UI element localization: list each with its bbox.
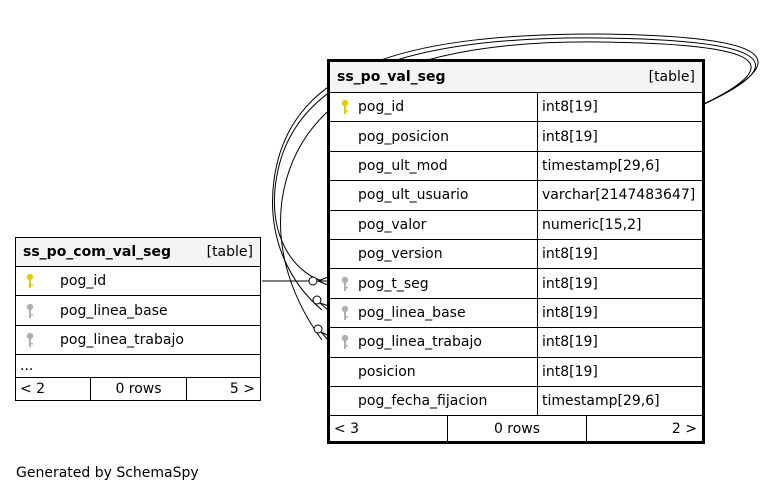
column-name: pog_ult_usuario <box>358 187 469 204</box>
table-footer <box>330 416 702 441</box>
column-type: varchar[2147483647] <box>537 181 702 209</box>
column-row[interactable] <box>330 181 702 210</box>
column-row[interactable] <box>330 299 702 328</box>
column-type: timestamp[29,6] <box>537 152 702 180</box>
column-row[interactable] <box>330 328 702 357</box>
column-name: pog_fecha_fijacion <box>358 393 488 410</box>
column-row[interactable] <box>330 240 702 269</box>
column-type: int8[19] <box>537 299 702 327</box>
column-row[interactable] <box>330 387 702 416</box>
column-row[interactable] <box>16 267 260 296</box>
column-type: int8[19] <box>537 240 702 268</box>
column-name: pog_posicion <box>358 128 449 145</box>
column-row[interactable] <box>16 296 260 325</box>
table-footer <box>16 378 260 400</box>
foreign-key-icon <box>26 303 34 319</box>
column-row[interactable] <box>330 122 702 151</box>
column-row[interactable] <box>330 211 702 240</box>
column-type: int8[19] <box>537 269 702 297</box>
children-link[interactable]: 5 > <box>229 381 255 398</box>
column-name: pog_id <box>358 99 405 116</box>
parents-link[interactable]: < 2 <box>16 378 91 400</box>
foreign-key-icon <box>26 332 34 348</box>
primary-key-icon <box>26 273 34 289</box>
column-name: pog_t_seg <box>358 275 429 292</box>
column-name: pog_version <box>358 246 443 263</box>
foreign-key-icon <box>341 334 349 350</box>
table-name: ss_po_com_val_seg <box>23 244 172 260</box>
column-name: pog_linea_trabajo <box>358 334 482 351</box>
column-name: pog_valor <box>358 216 427 233</box>
column-type: int8[19] <box>537 93 702 121</box>
column-row[interactable] <box>330 358 702 387</box>
column-type: timestamp[29,6] <box>537 387 702 415</box>
foreign-key-icon <box>341 276 349 292</box>
row-count: 0 rows <box>448 416 587 441</box>
column-type: int8[19] <box>537 358 702 386</box>
parents-link[interactable]: < 3 <box>330 416 448 441</box>
generated-by-text: Generated by SchemaSpy <box>16 465 199 481</box>
column-name: posicion <box>358 363 416 380</box>
column-row[interactable] <box>330 93 702 122</box>
column-name: pog_id <box>60 273 107 290</box>
foreign-key-icon <box>341 305 349 321</box>
column-row[interactable] <box>330 269 702 298</box>
column-name: pog_linea_base <box>358 304 466 321</box>
table-kind: [table] <box>206 244 253 260</box>
table-header <box>330 62 702 93</box>
column-type: int8[19] <box>537 122 702 150</box>
table-name: ss_po_val_seg <box>337 69 446 85</box>
column-type: numeric[15,2] <box>537 211 702 239</box>
table-ss-po-val-seg[interactable] <box>327 59 705 444</box>
row-count: 0 rows <box>91 378 187 400</box>
children-link[interactable]: 2 > <box>671 420 697 437</box>
table-header <box>16 238 260 267</box>
table-kind: [table] <box>648 69 695 85</box>
column-row[interactable] <box>330 152 702 181</box>
column-name: pog_linea_trabajo <box>60 331 184 348</box>
table-ss-po-com-val-seg[interactable] <box>15 237 261 401</box>
more-columns-indicator[interactable]: ... <box>16 355 260 378</box>
edge-markers <box>309 277 329 340</box>
column-type: int8[19] <box>537 328 702 356</box>
column-name: pog_ult_mod <box>358 157 448 174</box>
column-row[interactable] <box>16 326 260 355</box>
primary-key-icon <box>341 99 349 115</box>
column-name: pog_linea_base <box>60 302 168 319</box>
